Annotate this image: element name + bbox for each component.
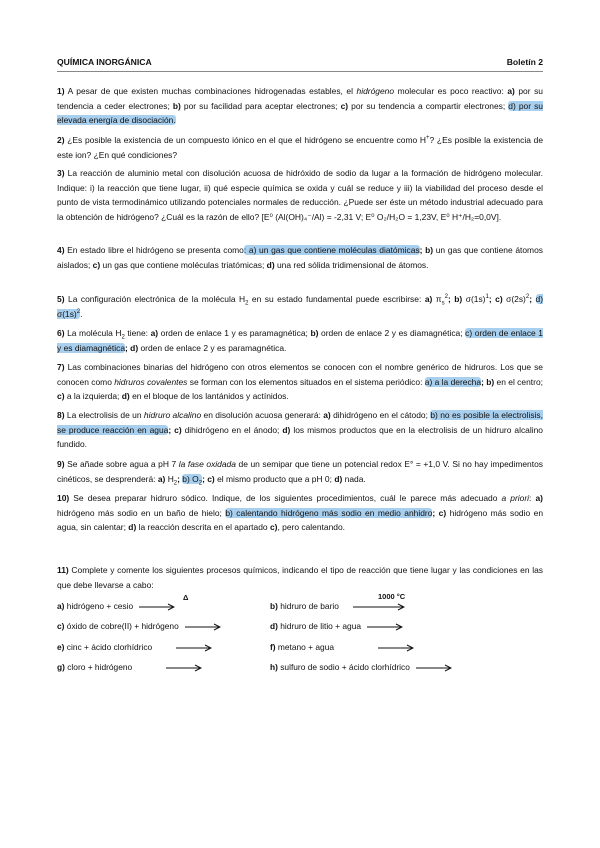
option-text: σ(1s) bbox=[462, 294, 486, 304]
option-label: d) bbox=[334, 473, 343, 484]
answer-text: b) O bbox=[182, 473, 199, 484]
reaction-text: óxido de cobre(II) + hidrógeno bbox=[64, 621, 179, 631]
reaction-arrow-icon bbox=[378, 644, 414, 652]
option-text: un gas que contiene átomos aislados; bbox=[57, 245, 543, 270]
option-text: un gas que contiene moléculas triatómicas; bbox=[100, 259, 267, 270]
option-text: π bbox=[432, 294, 442, 304]
reaction-text: cloro + hidrógeno bbox=[64, 662, 133, 672]
subscript: s bbox=[441, 300, 445, 307]
question-1 bbox=[57, 84, 543, 128]
question-9 bbox=[57, 457, 543, 486]
reaction-arrow-icon bbox=[367, 623, 403, 631]
option-text: los mismos productos que en la electrolisis de un hidruro alcalino fundido. bbox=[57, 424, 544, 450]
highlighted-answer: a) a la derecha bbox=[424, 376, 482, 387]
question-11 bbox=[57, 563, 543, 592]
reaction-arrow-icon bbox=[353, 603, 405, 611]
highlighted-answer: b) calentando hidrógeno más sodio en medio anhidro bbox=[225, 507, 433, 518]
option-label: a) bbox=[323, 410, 331, 420]
question-text: en disolución acuosa generará: bbox=[201, 410, 324, 420]
page-header bbox=[57, 57, 543, 72]
superscript: + bbox=[425, 135, 430, 142]
reaction-text: hidruro de litio + agua bbox=[277, 621, 362, 631]
highlighted-answer: d) por su elevada energía de disociación. bbox=[57, 100, 543, 126]
condition-heat: Δ bbox=[183, 593, 189, 602]
subscript: 2 bbox=[173, 480, 178, 487]
question-number: 9) bbox=[57, 459, 65, 469]
question-number: 10) bbox=[57, 493, 70, 503]
option-label: c) bbox=[340, 100, 349, 111]
option-text: dihidrógeno en el cátodo; bbox=[330, 410, 431, 420]
subscript: 2 bbox=[121, 334, 125, 341]
question-text: ¿Es posible la existencia de un compuesto iónico en el que el hidrógeno se encuentre como H bbox=[64, 135, 426, 145]
option-text: orden de enlace 2 y es diamagnética; bbox=[318, 328, 466, 338]
course-title: QUÍMICA INORGÁNICA bbox=[57, 57, 152, 67]
italic-term: hidrógeno bbox=[356, 86, 395, 96]
question-3 bbox=[57, 166, 543, 224]
question-text: Las combinaciones binarias del hidrógeno con otros elementos se conocen con el nombre genérico de hidruros. Los que se conocen como bbox=[57, 362, 543, 387]
superscript: 1 bbox=[485, 294, 489, 301]
bulletin-number: Boletín 2 bbox=[506, 57, 543, 67]
question-text: Se añade sobre agua a pH 7 bbox=[64, 459, 179, 469]
option-label: ; c) bbox=[202, 473, 215, 484]
option-reference: c) bbox=[269, 522, 278, 533]
option-label: c) bbox=[92, 259, 101, 270]
question-text: A pesar de que existen muchas combinaciones hidrogenadas estables, el bbox=[64, 86, 357, 96]
reaction-text: hidruro de bario bbox=[277, 601, 339, 611]
option-text: nada. bbox=[342, 473, 366, 484]
option-label: ; bbox=[177, 473, 183, 484]
option-text: dihidrógeno en el ánodo; bbox=[181, 424, 283, 435]
option-text: hidrógeno más sodio en un baño de hielo; bbox=[57, 507, 226, 518]
question-6 bbox=[57, 326, 543, 355]
option-text: una red sólida tridimensional de átomos. bbox=[274, 259, 429, 270]
reaction-b bbox=[270, 601, 405, 612]
reaction-d bbox=[270, 621, 403, 632]
option-label: ; c) bbox=[168, 424, 182, 435]
condition-temperature: 1000 °C bbox=[378, 592, 406, 601]
option-label: b) bbox=[172, 100, 181, 111]
question-number: 3) bbox=[57, 168, 65, 178]
reduction-potentials: [E⁰ (Al(OH)₄⁻/Al) = -2,31 V; E⁰ O₂/H₂O = 1,23V, E⁰ H⁺/H₂=0,0V]. bbox=[261, 211, 502, 222]
reaction-label: b) bbox=[270, 601, 278, 611]
question-4 bbox=[57, 243, 543, 272]
reaction-text: metano + agua bbox=[275, 642, 335, 652]
reaction-label: c) bbox=[57, 621, 65, 631]
italic-term: a priori bbox=[501, 493, 530, 503]
question-number: 6) bbox=[57, 328, 65, 338]
question-text: En estado libre el hidrógeno se presenta como bbox=[64, 245, 244, 255]
option-text: hidrógeno más sodio en agua, sin calentar; bbox=[57, 507, 544, 533]
reaction-label: f) bbox=[270, 642, 276, 652]
question-text: La electrolisis de un bbox=[64, 410, 144, 420]
question-number: 5) bbox=[57, 294, 65, 304]
reaction-arrow-icon bbox=[416, 664, 452, 672]
subscript: 2 bbox=[245, 300, 249, 307]
option-label: ; c) bbox=[432, 507, 447, 518]
option-label: d) bbox=[266, 259, 275, 270]
reaction-arrow-icon bbox=[139, 603, 175, 611]
reaction-label: h) bbox=[270, 662, 278, 672]
option-text: el mismo producto que a pH 0; bbox=[214, 473, 335, 484]
question-2 bbox=[57, 133, 543, 162]
question-text: tiene: bbox=[124, 328, 151, 338]
reaction-a bbox=[57, 601, 175, 612]
question-text: molecular es poco reactivo: bbox=[394, 86, 508, 96]
question-text: La molécula H bbox=[64, 328, 122, 338]
option-text: la reacción descrita en el apartado bbox=[136, 522, 270, 533]
option-label: d) bbox=[121, 391, 130, 402]
question-text: La reacción de aluminio metal con disolución acuosa de hidróxido de sodio da lugar a la formación de hidrógeno molecular. Indique: i) la reacción que tiene lugar, ii) qué especie química se oxida y cuál se reduce y iii) la viabilidad del proceso desde el punto de vista termodinámico utilizando potenciales normales de reducción. ¿Puede ser éste un método industrial adecuado para la obtención de hidrógeno? ¿Cuál es la razón de ello? bbox=[57, 168, 543, 222]
option-text: σ(2s) bbox=[502, 294, 526, 304]
question-text: de un semipar que tiene un potencial redox E° = +1,0 V. Si no hay impedimentos cinéticos, se desprenderá: bbox=[57, 459, 543, 484]
question-number: 8) bbox=[57, 410, 65, 420]
option-label: a) bbox=[424, 294, 433, 304]
option-label: ; b) bbox=[481, 376, 495, 387]
option-label: ; b) bbox=[447, 294, 463, 304]
italic-term: hidruro alcalino bbox=[143, 410, 202, 420]
question-number: 4) bbox=[57, 245, 65, 255]
highlighted-answer: : a) un gas que contiene moléculas diatómicas bbox=[243, 245, 420, 255]
option-text: por su tendencia a ceder electrones; bbox=[57, 86, 543, 111]
option-label: ; bbox=[529, 294, 536, 304]
question-10 bbox=[57, 491, 543, 535]
question-7 bbox=[57, 360, 543, 404]
option-text: por su facilidad para aceptar electrones; bbox=[180, 100, 341, 111]
question-text: Complete y comente los siguientes procesos químicos, indicando el tipo de reacción que tiene lugar y las condiciones en las que debe llevarse a cabo: bbox=[57, 565, 543, 590]
reaction-label: e) bbox=[57, 642, 65, 652]
reaction-arrow-icon bbox=[176, 644, 212, 652]
question-8 bbox=[57, 408, 543, 452]
reaction-label: d) bbox=[270, 621, 278, 631]
option-label: a) bbox=[157, 473, 166, 484]
option-text: en el bloque de los lantánidos y actínidos. bbox=[129, 391, 289, 402]
option-text: H bbox=[165, 473, 174, 484]
option-text: a la izquierda; bbox=[64, 391, 122, 402]
option-text: orden de enlace 2 y es paramagnética. bbox=[138, 342, 287, 353]
question-number: 2) bbox=[57, 135, 65, 145]
question-text: . bbox=[80, 308, 83, 319]
reaction-label: g) bbox=[57, 662, 65, 672]
highlighted-answer: b) no es posible la electrolisis, se produce reacción en agua bbox=[57, 410, 543, 435]
question-text: : bbox=[529, 493, 536, 503]
question-text: en su estado fundamental puede escribirse: bbox=[248, 294, 425, 304]
option-label: d) bbox=[128, 522, 137, 533]
subscript: 2 bbox=[198, 480, 203, 487]
option-label: ; c) bbox=[488, 294, 503, 304]
question-text: La configuración electrónica de la molécula H bbox=[64, 294, 246, 304]
highlighted-answer bbox=[182, 473, 203, 487]
option-text: orden de enlace 1 y es paramagnética; bbox=[158, 328, 311, 338]
option-label: b) bbox=[310, 328, 319, 338]
highlighted-answer: c) orden de enlace 1 y es diamagnética bbox=[57, 328, 543, 353]
question-text: Se desea preparar hidruro sódico. Indique, de los siguientes procedimientos, cuál le parece más adecuado bbox=[69, 493, 502, 503]
option-label: d) bbox=[282, 424, 291, 435]
question-number: 7) bbox=[57, 362, 65, 372]
option-label: ; d) bbox=[125, 342, 139, 353]
question-text: ? ¿Es posible la existencia de este ion? ¿En qué condiciones? bbox=[57, 135, 544, 160]
reaction-arrow-icon bbox=[166, 664, 202, 672]
question-number: 1) bbox=[57, 86, 65, 96]
option-label: c) bbox=[57, 391, 65, 402]
question-text: , pero calentando. bbox=[277, 522, 346, 533]
option-label: a) bbox=[535, 493, 543, 503]
reaction-label: a) bbox=[57, 601, 65, 611]
option-text: en el centro; bbox=[494, 376, 543, 387]
reaction-g bbox=[57, 662, 202, 673]
reaction-text: hidrógeno + cesio bbox=[64, 601, 134, 611]
italic-term: la fase oxidada bbox=[178, 459, 236, 469]
option-label: ; b) bbox=[419, 245, 434, 255]
italic-term: hidruros covalentes bbox=[114, 376, 188, 387]
reaction-arrow-icon bbox=[185, 623, 221, 631]
reaction-text: cinc + ácido clorhídrico bbox=[64, 642, 153, 652]
superscript: 2 bbox=[525, 294, 530, 301]
reaction-e bbox=[57, 642, 212, 653]
option-label: a) bbox=[507, 86, 515, 96]
reaction-f bbox=[270, 642, 414, 653]
superscript: 2 bbox=[76, 308, 81, 315]
superscript: 2 bbox=[444, 294, 448, 301]
question-5 bbox=[57, 292, 543, 321]
answer-text: d) σ(1s) bbox=[57, 294, 544, 319]
reaction-text: sulfuro de sodio + ácido clorhídrico bbox=[277, 662, 410, 672]
reaction-c bbox=[57, 621, 221, 632]
question-text: se forman con los elementos situados en el sistema periódico: bbox=[187, 376, 425, 387]
reaction-h bbox=[270, 662, 452, 673]
option-label: a) bbox=[150, 328, 159, 338]
option-text: por su tendencia a compartir electrones; bbox=[348, 100, 509, 111]
question-number: 11) bbox=[57, 565, 69, 575]
